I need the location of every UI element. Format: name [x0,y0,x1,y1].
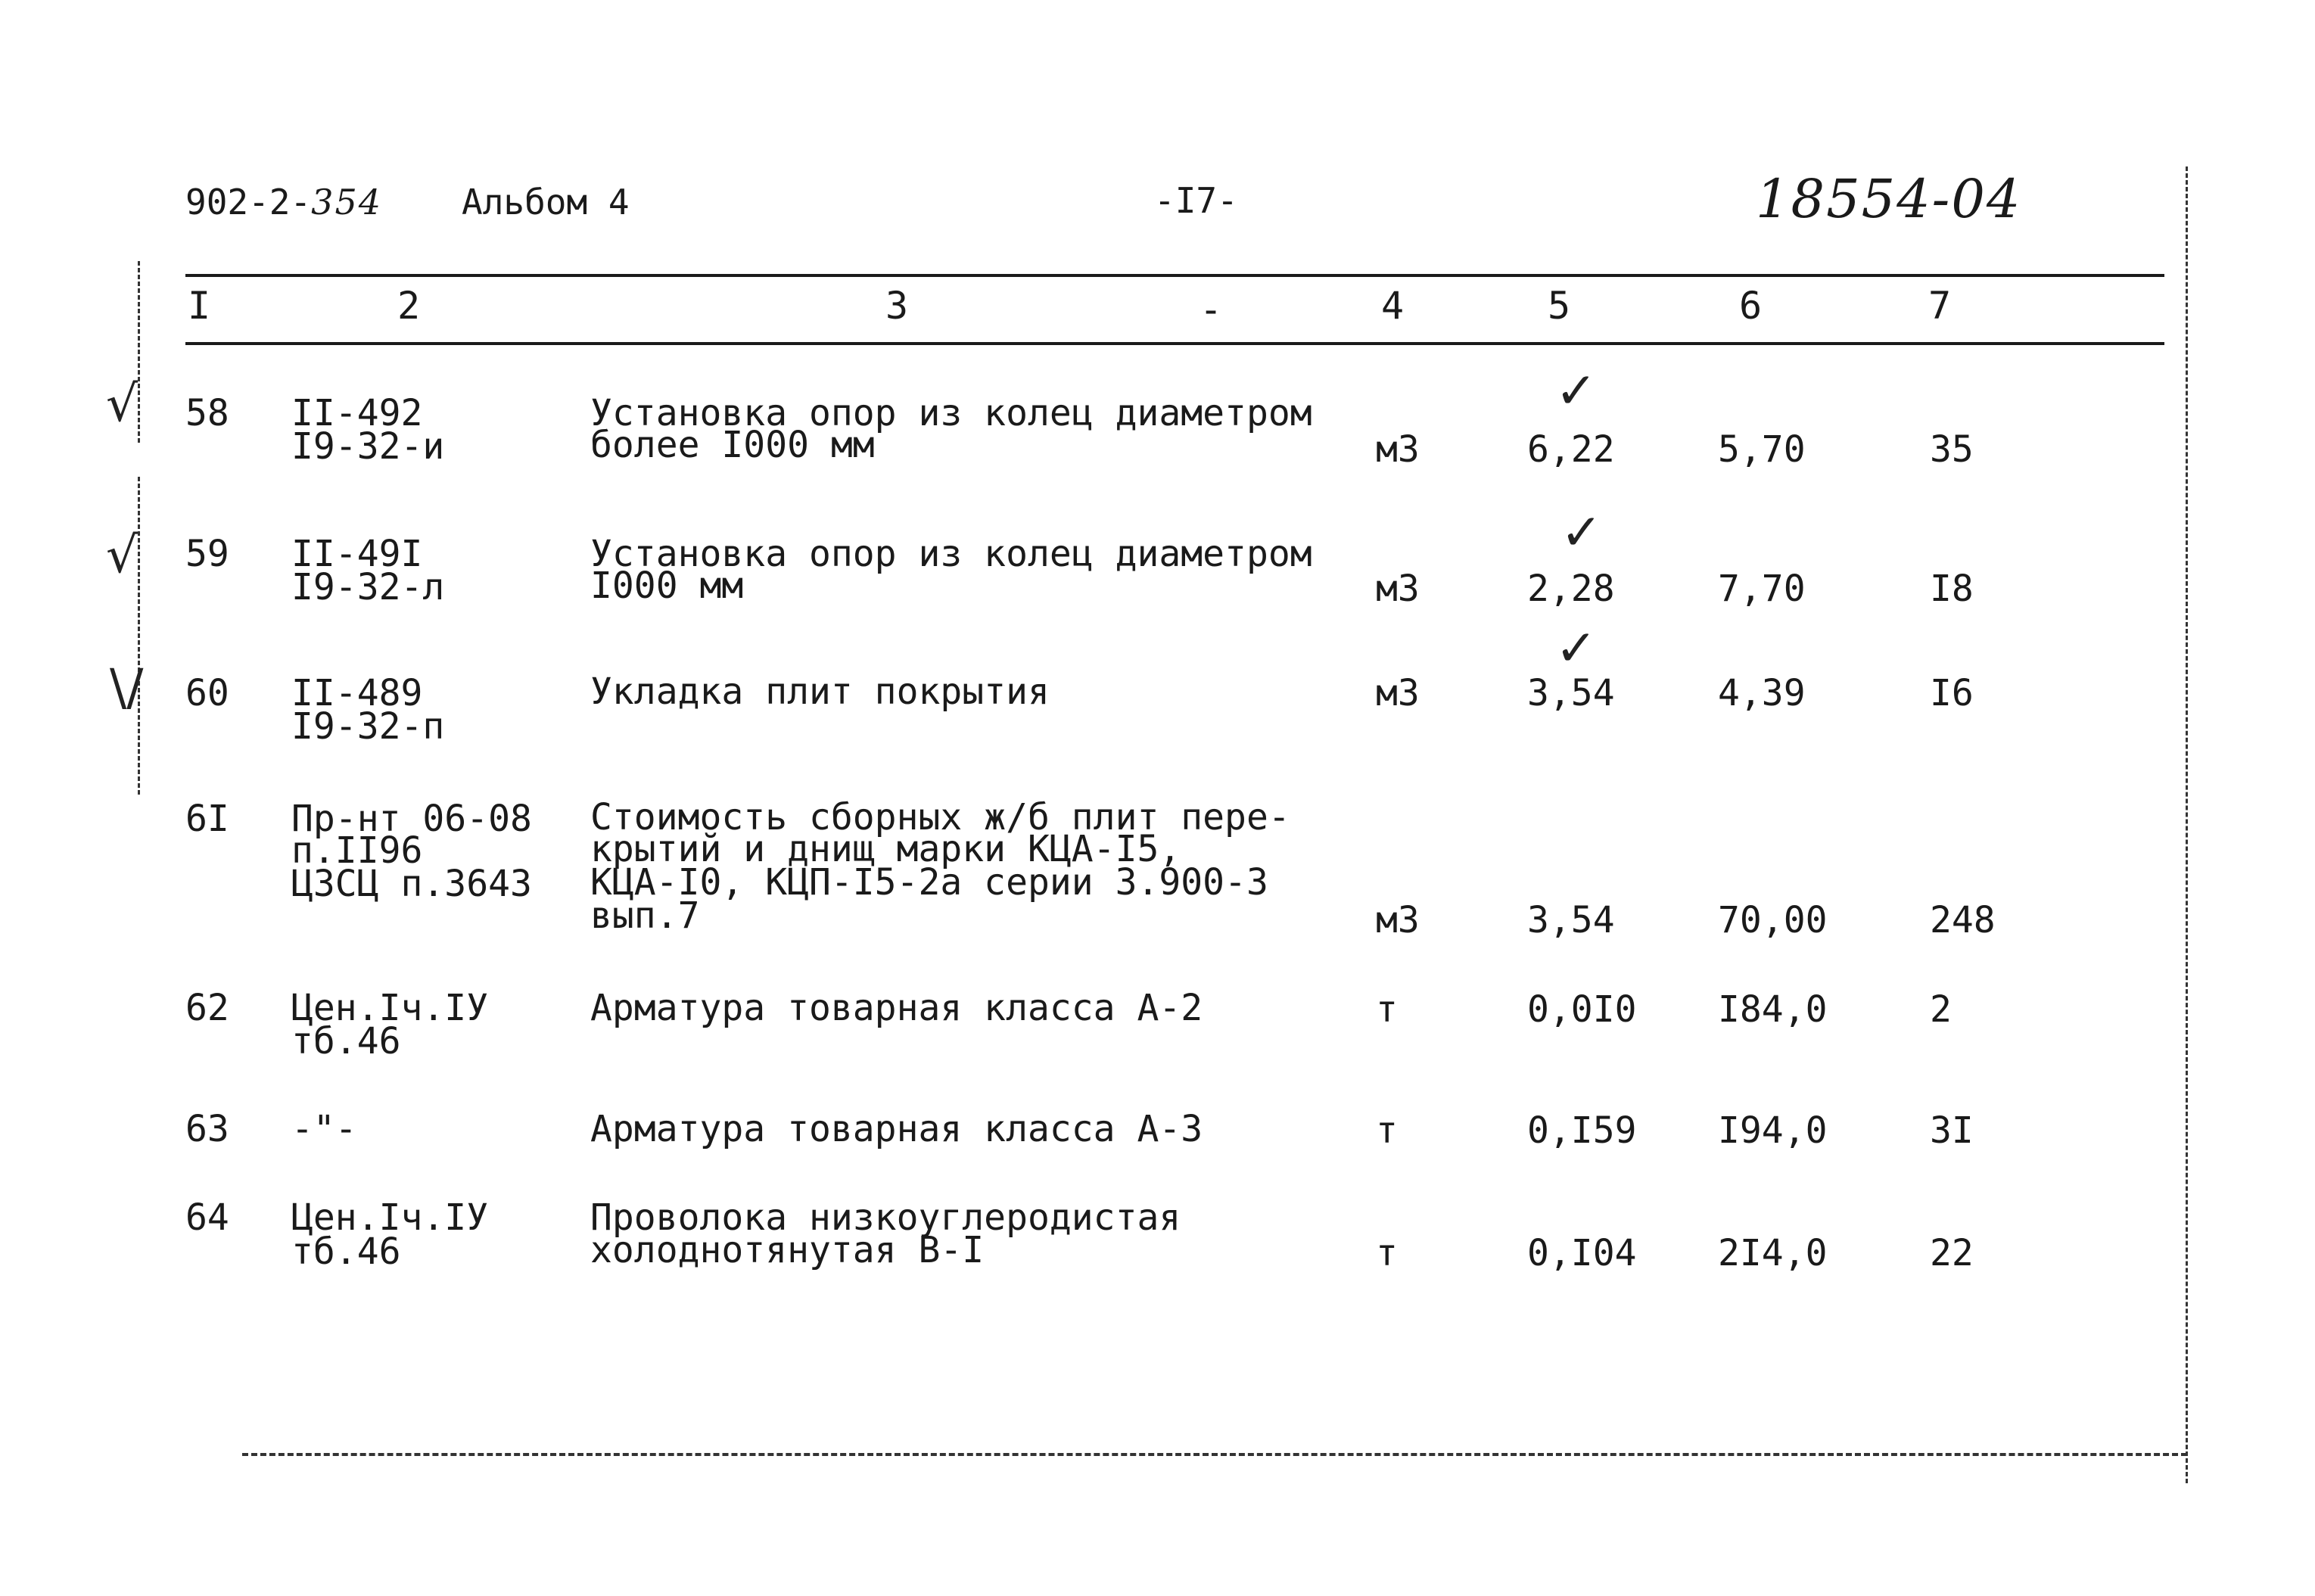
check-mark-icon: ✓ [1555,619,1598,677]
row-description-line: Арматура товарная класса А-2 [590,987,1203,1029]
column-header-dash: - [1200,288,1223,331]
row-total: I8 [1930,568,1974,610]
row-code-line: ЦЗСЦ п.3643 [291,863,532,905]
column-header-1: I [188,284,211,328]
row-unit-price: I84,0 [1718,988,1828,1031]
row-quantity: 0,I59 [1527,1109,1637,1152]
column-header-3: 3 [885,284,909,328]
row-quantity: 3,54 [1527,672,1615,714]
doc-number-printed: 902-2- [185,182,312,222]
row-unit-price: 5,70 [1718,428,1806,471]
row-number: 64 [185,1196,229,1239]
row-code-line: I9-32-л [291,566,445,608]
row-code-line: II-49I [291,533,423,575]
row-description-line: Стоимость сборных ж/б плит пере- [590,796,1290,838]
row-number: 62 [185,987,229,1029]
row-total: 22 [1930,1232,1974,1274]
row-code-line: Пр-нт 06-08 [291,798,532,840]
column-header-5: 5 [1548,284,1571,328]
row-description-line: Проволока низкоуглеродистая [590,1196,1181,1239]
album-label: Альбом 4 [462,182,630,222]
row-unit: т [1376,1109,1398,1152]
margin-check-icon: √ [106,526,138,584]
left-margin-line-lower [138,477,140,795]
row-code-line: II-492 [291,392,423,434]
row-number: 59 [185,533,229,575]
column-header-6: 6 [1739,284,1763,328]
row-code-line: I9-32-и [291,425,445,468]
row-description-line: крытий и днищ марки КЦА-I5, [590,828,1181,870]
row-unit-price: 4,39 [1718,672,1806,714]
row-unit: т [1376,988,1398,1031]
row-description-line: Установка опор из колец диаметром [590,533,1312,575]
row-code-line: тб.46 [291,1020,401,1062]
row-quantity: 0,0I0 [1527,988,1637,1031]
column-header-4: 4 [1381,284,1405,328]
row-quantity: 2,28 [1527,568,1615,610]
row-quantity: 0,I04 [1527,1232,1637,1274]
row-description-line: Арматура товарная класса А-3 [590,1108,1203,1150]
row-code-line: Цен.Iч.IУ [291,1196,489,1239]
row-total: 2 [1930,988,1952,1031]
table-header-rule [185,342,2164,345]
left-margin-line [138,261,140,443]
row-quantity: 6,22 [1527,428,1615,471]
row-unit: т [1376,1232,1398,1274]
row-total: I6 [1930,672,1974,714]
row-number: 6I [185,798,229,840]
row-unit: м3 [1376,428,1420,471]
row-description-line: холоднотянутая В-I [590,1229,985,1271]
row-quantity: 3,54 [1527,899,1615,941]
row-total: 3I [1930,1109,1974,1152]
table-top-rule [185,274,2164,277]
row-unit: м3 [1376,568,1420,610]
row-number: 58 [185,392,229,434]
row-code-line: Цен.Iч.IУ [291,987,489,1029]
row-code-line: п.II96 [291,829,423,872]
row-unit-price: 70,00 [1718,899,1828,941]
bottom-dashed-rule [242,1453,2187,1456]
margin-check-icon: \/ [110,658,144,717]
column-header-2: 2 [397,284,421,328]
row-code-line: II-489 [291,672,423,714]
doc-number-handwritten: 354 [311,182,382,222]
row-code-line: тб.46 [291,1230,401,1273]
row-unit-price: 2I4,0 [1718,1232,1828,1274]
margin-check-icon: √ [106,375,138,433]
row-description-line: вып.7 [590,894,700,937]
row-unit: м3 [1376,899,1420,941]
row-number: 60 [185,672,229,714]
row-unit: м3 [1376,672,1420,714]
row-code-line: I9-32-п [291,705,445,748]
check-mark-icon: ✓ [1560,503,1603,562]
row-total: 248 [1930,899,1996,941]
row-description-line: более I000 мм [590,424,875,466]
right-border-line [2186,166,2188,1483]
row-number: 63 [185,1108,229,1150]
row-code-line: -"- [291,1108,357,1150]
column-header-7: 7 [1928,284,1952,328]
page-number: -I7- [1154,180,1238,221]
archive-number: 18554-04 [1756,168,2022,230]
row-description-line: Установка опор из колец диаметром [590,392,1312,434]
row-total: 35 [1930,428,1974,471]
row-description-line: Укладка плит покрытия [590,670,1050,713]
row-unit-price: 7,70 [1718,568,1806,610]
check-mark-icon: ✓ [1555,362,1598,420]
row-description-line: I000 мм [590,565,744,607]
row-description-line: КЦА-I0, КЦП-I5-2а серии 3.900-3 [590,861,1268,904]
doc-number [185,182,382,222]
row-unit-price: I94,0 [1718,1109,1828,1152]
